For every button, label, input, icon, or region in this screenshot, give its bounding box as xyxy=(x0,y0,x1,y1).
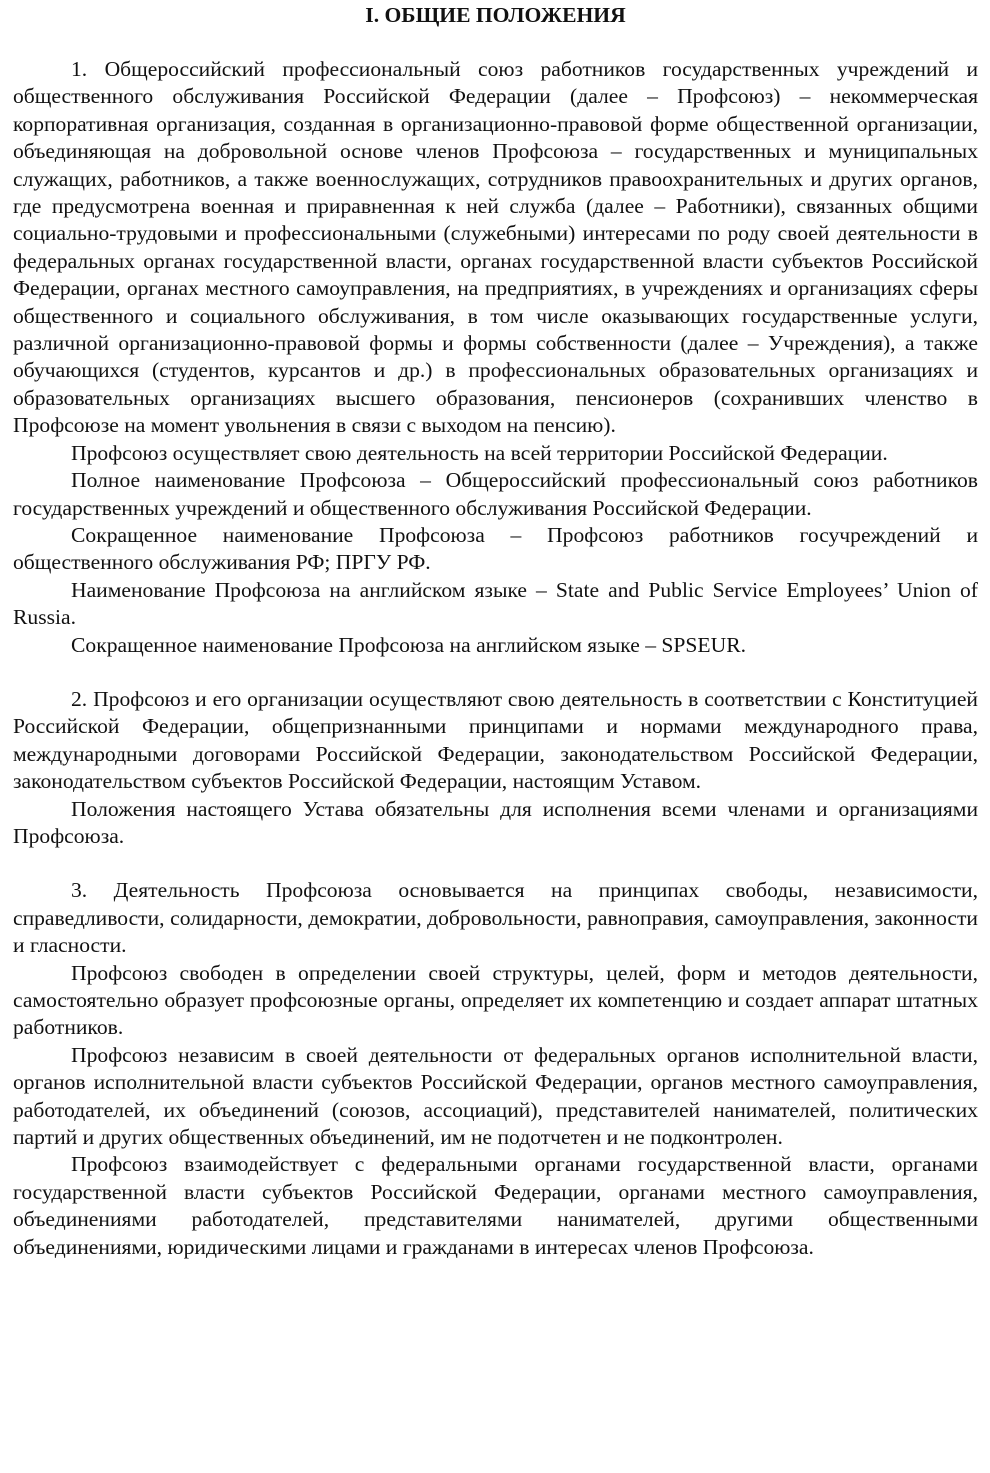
paragraph: Профсоюз осуществляет свою деятельность на всей территории Российской Федерации. xyxy=(71,440,888,465)
document-page xyxy=(13,0,978,1261)
paragraph: 3. Деятельность Профсоюза основывается на принципах свободы, независимости, справедливости, солидарности, демократии, добровольности, равноправия, самоуправления, законности и гласности. xyxy=(13,878,978,958)
paragraph: Положения настоящего Устава обязательны для исполнения всеми членами и организациями Профсоюза. xyxy=(13,796,978,848)
clause-2 xyxy=(13,686,978,850)
paragraph: 2. Профсоюз и его организации осуществляют свою деятельность в соответствии с Конституцией Российской Федерации, общепризнанными принципами и нормами международного права, международными договорами Российской Федерации, законодательством Российской Федерации, законодательством субъектов Российской Федерации, настоящим Уставом. xyxy=(13,686,978,794)
clause-1 xyxy=(13,56,978,659)
paragraph: Профсоюз взаимодействует с федеральными органами государственной власти, органами государственной власти субъектов Российской Федерации, органами местного самоуправления, объединениями работодателей, представителями нанимателей, другими общественными объединениями, юридическими лицами и гражданами в интересах членов Профсоюза. xyxy=(13,1152,978,1259)
paragraph: Профсоюз свободен в определении своей структуры, целей, форм и методов деятельности, самостоятельно образует профсоюзные органы, определяет их компетенцию и создает аппарат штатных работников. xyxy=(13,960,978,1040)
paragraph: Полное наименование Профсоюза – Общероссийский профессиональный союз работников государственных учреждений и общественного обслуживания Российской Федерации. xyxy=(13,468,978,520)
paragraph: Профсоюз независим в своей деятельности от федеральных органов исполнительной власти, органов исполнительной власти субъектов Российской Федерации, органов местного самоуправления, работодателей, их объединений (союзов, ассоциаций), представителей нанимателей, политических партий и других общественных объединений, им не подотчетен и не подконтролен. xyxy=(13,1042,978,1150)
paragraph: Сокращенное наименование Профсоюза – Профсоюз работников госучреждений и общественного обслуживания РФ; ПРГУ РФ. xyxy=(13,522,978,575)
clause-3 xyxy=(13,877,978,1261)
paragraph: Сокращенное наименование Профсоюза на английском языке – SPSEUR. xyxy=(71,632,747,657)
paragraph: Наименование Профсоюза на английском языке – State and Public Service Employees’ Union of Russia. xyxy=(13,577,978,630)
section-title: I. ОБЩИЕ ПОЛОЖЕНИЯ xyxy=(365,3,626,27)
paragraph: 1. Общероссийский профессиональный союз работников государственных учреждений и общественного обслуживания Российской Федерации (далее – Профсоюз) – некоммерческая корпоративная организация, созданная в организационно-правовой форме общественной организации, объединяющая на добровольной основе членов Профсоюза – государственных и муниципальных служащих, работников, а также военнослужащих, сотрудников правоохранительных и других органов, где предусмотрена военная и приравненная к ней служба (далее – Работники), связанных общими социально-трудовыми и профессиональными (служебными) интересами по роду своей деятельности в федеральных органах государственной власти, органах государственной власти субъектов Российской Федерации, органах местного самоуправления, на предприятиях, в учреждениях и организациях сферы общественного и социального обслуживания, в том числе оказывающих государственные услуги, различной организационно-правовой формы и формы собственности (далее – Учреждения), а также обучающихся (студентов, курсантов и др.) в профессиональных образовательных организациях и образовательных организациях высшего образования, пенсионеров (сохранивших членство в Профсоюзе на момент увольнения в связи с выходом на пенсию). xyxy=(13,57,978,438)
